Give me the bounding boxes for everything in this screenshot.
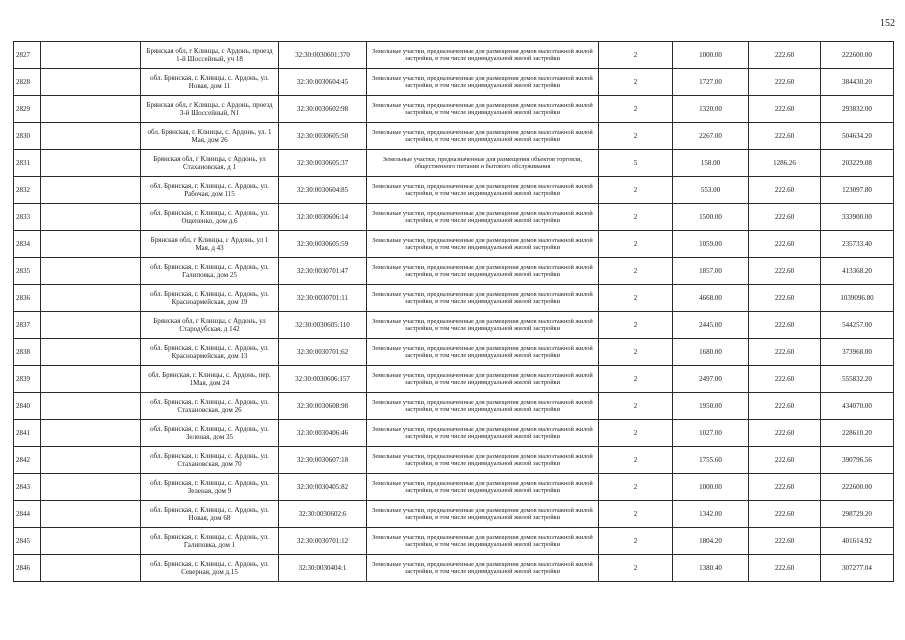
cadastral-value-cell: 228610.20: [821, 420, 894, 447]
table-row: [14, 555, 894, 582]
row-number-cell: 2827: [14, 42, 41, 69]
area-cell: 1000.00: [673, 42, 749, 69]
specific-value-cell: 222.60: [749, 42, 821, 69]
cadastral-value-cell: 123097.80: [821, 177, 894, 204]
spacer-cell: [41, 339, 141, 366]
address-cell: обл. Брянская, г. Клинцы, с. Ардонь, ул. Красноармейская, дом 13: [141, 339, 279, 366]
address-cell: обл. Брянская, г. Клинцы, с. Ардонь, ул. Рабочая, дом 115: [141, 177, 279, 204]
cadastral-value-cell: 222600.00: [821, 42, 894, 69]
use-group-cell: 2: [599, 258, 673, 285]
cadastral-number-cell: 32:30:0030605:50: [279, 123, 367, 150]
spacer-cell: [41, 501, 141, 528]
permitted-use-cell: Земельные участки, предназначенные для размещения домов малоэтажной жилой застройки, в том числе индивидуальной жилой застройки: [367, 366, 599, 393]
permitted-use-cell: Земельные участки, предназначенные для размещения домов малоэтажной жилой застройки, в том числе индивидуальной жилой застройки: [367, 339, 599, 366]
cadastral-value-cell: 413368.20: [821, 258, 894, 285]
permitted-use-cell: Земельные участки, предназначенные для размещения домов малоэтажной жилой застройки, в том числе индивидуальной жилой застройки: [367, 42, 599, 69]
spacer-cell: [41, 204, 141, 231]
permitted-use-cell: Земельные участки, предназначенные для размещения домов малоэтажной жилой застройки, в том числе индивидуальной жилой застройки: [367, 177, 599, 204]
use-group-cell: 2: [599, 123, 673, 150]
table-row: [14, 96, 894, 123]
spacer-cell: [41, 96, 141, 123]
specific-value-cell: 1286.26: [749, 150, 821, 177]
use-group-cell: 2: [599, 231, 673, 258]
spacer-cell: [41, 555, 141, 582]
cadastral-value-cell: 222600.00: [821, 474, 894, 501]
specific-value-cell: 222.60: [749, 231, 821, 258]
permitted-use-cell: Земельные участки, предназначенные для размещения объектов торговли, общественного питания и бытового обслуживания: [367, 150, 599, 177]
row-number-cell: 2832: [14, 177, 41, 204]
cadastral-value-cell: 1039096.80: [821, 285, 894, 312]
cadastral-number-cell: 32:30:0030605:59: [279, 231, 367, 258]
spacer-cell: [41, 447, 141, 474]
address-cell: обл. Брянская, г. Клинцы, с. Ардонь, ул. Красноармейская, дом 19: [141, 285, 279, 312]
cadastral-number-cell: 32:30:0030602:98: [279, 96, 367, 123]
row-number-cell: 2839: [14, 366, 41, 393]
registry-body: [14, 42, 894, 582]
specific-value-cell: 222.60: [749, 123, 821, 150]
table-row: [14, 474, 894, 501]
cadastral-number-cell: 32:30:0030602:6: [279, 501, 367, 528]
permitted-use-cell: Земельные участки, предназначенные для размещения домов малоэтажной жилой застройки, в том числе индивидуальной жилой застройки: [367, 393, 599, 420]
spacer-cell: [41, 528, 141, 555]
permitted-use-cell: Земельные участки, предназначенные для размещения домов малоэтажной жилой застройки, в том числе индивидуальной жилой застройки: [367, 285, 599, 312]
cadastral-number-cell: 32:30:0030701:11: [279, 285, 367, 312]
row-number-cell: 2830: [14, 123, 41, 150]
cadastral-number-cell: 32:30:0030601:370: [279, 42, 367, 69]
row-number-cell: 2828: [14, 69, 41, 96]
spacer-cell: [41, 312, 141, 339]
use-group-cell: 2: [599, 474, 673, 501]
page-number: 152: [880, 18, 895, 29]
address-cell: обл. Брянская, г. Клинцы, с. Ардонь, ул. Новая, дом 11: [141, 69, 279, 96]
cadastral-value-cell: 390796.56: [821, 447, 894, 474]
table-row: [14, 393, 894, 420]
cadastral-value-cell: 504634.20: [821, 123, 894, 150]
land-plot-registry-table: [13, 41, 894, 582]
permitted-use-cell: Земельные участки, предназначенные для размещения домов малоэтажной жилой застройки, в том числе индивидуальной жилой застройки: [367, 474, 599, 501]
use-group-cell: 2: [599, 42, 673, 69]
area-cell: 1380.40: [673, 555, 749, 582]
cadastral-value-cell: 235733.40: [821, 231, 894, 258]
use-group-cell: 2: [599, 69, 673, 96]
cadastral-value-cell: 373968.00: [821, 339, 894, 366]
cadastral-number-cell: 32:30:0030405:82: [279, 474, 367, 501]
cadastral-value-cell: 434070.00: [821, 393, 894, 420]
area-cell: 1680.00: [673, 339, 749, 366]
cadastral-value-cell: 555832.20: [821, 366, 894, 393]
specific-value-cell: 222.60: [749, 447, 821, 474]
permitted-use-cell: Земельные участки, предназначенные для размещения домов малоэтажной жилой застройки, в том числе индивидуальной жилой застройки: [367, 447, 599, 474]
permitted-use-cell: Земельные участки, предназначенные для размещения домов малоэтажной жилой застройки, в том числе индивидуальной жилой застройки: [367, 555, 599, 582]
use-group-cell: 2: [599, 339, 673, 366]
row-number-cell: 2831: [14, 150, 41, 177]
row-number-cell: 2835: [14, 258, 41, 285]
specific-value-cell: 222.60: [749, 285, 821, 312]
cadastral-number-cell: 32:30:0030701:62: [279, 339, 367, 366]
row-number-cell: 2834: [14, 231, 41, 258]
address-cell: Брянская обл, г Клинцы, с Ардонь, ул Стахановская, д 1: [141, 150, 279, 177]
permitted-use-cell: Земельные участки, предназначенные для размещения домов малоэтажной жилой застройки, в том числе индивидуальной жилой застройки: [367, 231, 599, 258]
address-cell: обл. Брянская, г. Клинцы, с. Ардонь, ул. Зеленая, дом 35: [141, 420, 279, 447]
cadastral-value-cell: 401614.92: [821, 528, 894, 555]
table-row: [14, 258, 894, 285]
area-cell: 1755.60: [673, 447, 749, 474]
table-row: [14, 339, 894, 366]
table-row: [14, 69, 894, 96]
address-cell: обл. Брянская, г. Клинцы, с. Ардонь, ул. Северная, дом д.15: [141, 555, 279, 582]
address-cell: обл. Брянская, г. Клинцы, с. Ардонь, ул. Стахановская, дом 26: [141, 393, 279, 420]
table-row: [14, 447, 894, 474]
use-group-cell: 2: [599, 528, 673, 555]
specific-value-cell: 222.60: [749, 366, 821, 393]
specific-value-cell: 222.60: [749, 474, 821, 501]
row-number-cell: 2841: [14, 420, 41, 447]
use-group-cell: 2: [599, 96, 673, 123]
spacer-cell: [41, 231, 141, 258]
spacer-cell: [41, 393, 141, 420]
row-number-cell: 2836: [14, 285, 41, 312]
permitted-use-cell: Земельные участки, предназначенные для размещения домов малоэтажной жилой застройки, в том числе индивидуальной жилой застройки: [367, 123, 599, 150]
permitted-use-cell: Земельные участки, предназначенные для размещения домов малоэтажной жилой застройки, в том числе индивидуальной жилой застройки: [367, 258, 599, 285]
table-row: [14, 177, 894, 204]
address-cell: Брянская обл, г Клинцы, с Ардонь, проезд 1-й Шоссейный, уч 18: [141, 42, 279, 69]
area-cell: 553.00: [673, 177, 749, 204]
use-group-cell: 2: [599, 366, 673, 393]
table-row: [14, 204, 894, 231]
area-cell: 2267.00: [673, 123, 749, 150]
area-cell: 1500.00: [673, 204, 749, 231]
row-number-cell: 2829: [14, 96, 41, 123]
use-group-cell: 2: [599, 312, 673, 339]
specific-value-cell: 222.60: [749, 420, 821, 447]
table-row: [14, 366, 894, 393]
cadastral-number-cell: 32:30:0030404:1: [279, 555, 367, 582]
cadastral-value-cell: 333900.00: [821, 204, 894, 231]
area-cell: 1320.00: [673, 96, 749, 123]
specific-value-cell: 222.60: [749, 96, 821, 123]
permitted-use-cell: Земельные участки, предназначенные для размещения домов малоэтажной жилой застройки, в том числе индивидуальной жилой застройки: [367, 204, 599, 231]
permitted-use-cell: Земельные участки, предназначенные для размещения домов малоэтажной жилой застройки, в том числе индивидуальной жилой застройки: [367, 501, 599, 528]
area-cell: 1000.00: [673, 474, 749, 501]
cadastral-number-cell: 32:30:0030605:110: [279, 312, 367, 339]
row-number-cell: 2846: [14, 555, 41, 582]
address-cell: обл. Брянская, г. Клинцы, с. Ардонь, ул. Галиповка, дом 25: [141, 258, 279, 285]
permitted-use-cell: Земельные участки, предназначенные для размещения домов малоэтажной жилой застройки, в том числе индивидуальной жилой застройки: [367, 96, 599, 123]
spacer-cell: [41, 474, 141, 501]
specific-value-cell: 222.60: [749, 204, 821, 231]
area-cell: 1950.00: [673, 393, 749, 420]
table-row: [14, 420, 894, 447]
specific-value-cell: 222.60: [749, 339, 821, 366]
use-group-cell: 5: [599, 150, 673, 177]
use-group-cell: 2: [599, 447, 673, 474]
area-cell: 1857.00: [673, 258, 749, 285]
specific-value-cell: 222.60: [749, 177, 821, 204]
permitted-use-cell: Земельные участки, предназначенные для размещения домов малоэтажной жилой застройки, в том числе индивидуальной жилой застройки: [367, 528, 599, 555]
cadastral-value-cell: 203229.08: [821, 150, 894, 177]
row-number-cell: 2837: [14, 312, 41, 339]
address-cell: обл. Брянская, г. Клинцы, с. Ардонь, ул. Галиповка, дом 1: [141, 528, 279, 555]
cadastral-number-cell: 32:30:0030604:85: [279, 177, 367, 204]
permitted-use-cell: Земельные участки, предназначенные для размещения домов малоэтажной жилой застройки, в том числе индивидуальной жилой застройки: [367, 420, 599, 447]
cadastral-number-cell: 32:30:0030701:47: [279, 258, 367, 285]
specific-value-cell: 222.60: [749, 69, 821, 96]
cadastral-number-cell: 32:30:0030604:45: [279, 69, 367, 96]
area-cell: 1027.00: [673, 420, 749, 447]
use-group-cell: 2: [599, 285, 673, 312]
cadastral-value-cell: 298729.20: [821, 501, 894, 528]
address-cell: Брянская обл, г Клинцы, с Ардонь, проезд 3-й Шоссейный, N1: [141, 96, 279, 123]
area-cell: 1342.00: [673, 501, 749, 528]
cadastral-value-cell: 544257.00: [821, 312, 894, 339]
area-cell: 1727.00: [673, 69, 749, 96]
cadastral-number-cell: 32:30:0030406:46: [279, 420, 367, 447]
spacer-cell: [41, 285, 141, 312]
spacer-cell: [41, 177, 141, 204]
cadastral-value-cell: 384430.20: [821, 69, 894, 96]
use-group-cell: 2: [599, 420, 673, 447]
table-row: [14, 528, 894, 555]
cadastral-number-cell: 32:30:0030605:37: [279, 150, 367, 177]
spacer-cell: [41, 258, 141, 285]
use-group-cell: 2: [599, 555, 673, 582]
area-cell: 1804.20: [673, 528, 749, 555]
use-group-cell: 2: [599, 501, 673, 528]
area-cell: 1059.00: [673, 231, 749, 258]
area-cell: 2497.00: [673, 366, 749, 393]
use-group-cell: 2: [599, 204, 673, 231]
address-cell: обл. Брянская, г. Клинцы, с. Ардонь, ул. Зеленая, дом 9: [141, 474, 279, 501]
table-row: [14, 231, 894, 258]
address-cell: Брянская обл, г Клинцы, с Ардонь, ул Стародубская, д 142: [141, 312, 279, 339]
row-number-cell: 2838: [14, 339, 41, 366]
area-cell: 158.00: [673, 150, 749, 177]
specific-value-cell: 222.60: [749, 528, 821, 555]
cadastral-value-cell: 307277.04: [821, 555, 894, 582]
row-number-cell: 2845: [14, 528, 41, 555]
area-cell: 4668.00: [673, 285, 749, 312]
table-row: [14, 150, 894, 177]
specific-value-cell: 222.60: [749, 393, 821, 420]
spacer-cell: [41, 420, 141, 447]
table-row: [14, 312, 894, 339]
row-number-cell: 2842: [14, 447, 41, 474]
table-row: [14, 123, 894, 150]
address-cell: обл. Брянская, г. Клинцы, с. Ардонь, ул. 1 Мая, дом 26: [141, 123, 279, 150]
table-row: [14, 42, 894, 69]
specific-value-cell: 222.60: [749, 258, 821, 285]
spacer-cell: [41, 123, 141, 150]
row-number-cell: 2844: [14, 501, 41, 528]
cadastral-number-cell: 32:30:0030701:12: [279, 528, 367, 555]
specific-value-cell: 222.60: [749, 312, 821, 339]
spacer-cell: [41, 42, 141, 69]
permitted-use-cell: Земельные участки, предназначенные для размещения домов малоэтажной жилой застройки, в том числе индивидуальной жилой застройки: [367, 312, 599, 339]
cadastral-number-cell: 32:30:0030607:18: [279, 447, 367, 474]
address-cell: Брянская обл, г Клинцы, с Ардонь, ул 1 Мая, д 43: [141, 231, 279, 258]
cadastral-value-cell: 293832.00: [821, 96, 894, 123]
cadastral-number-cell: 32:30:0030606:157: [279, 366, 367, 393]
use-group-cell: 2: [599, 393, 673, 420]
row-number-cell: 2843: [14, 474, 41, 501]
row-number-cell: 2833: [14, 204, 41, 231]
area-cell: 2445.00: [673, 312, 749, 339]
spacer-cell: [41, 366, 141, 393]
row-number-cell: 2840: [14, 393, 41, 420]
address-cell: обл. Брянская, г. Клинцы, с. Ардонь, ул. Стахановская, дом 70: [141, 447, 279, 474]
table-row: [14, 285, 894, 312]
specific-value-cell: 222.60: [749, 555, 821, 582]
spacer-cell: [41, 150, 141, 177]
address-cell: обл. Брянская, г. Клинцы, с. Ардонь, пер. 1Мая, дом 24: [141, 366, 279, 393]
specific-value-cell: 222.60: [749, 501, 821, 528]
use-group-cell: 2: [599, 177, 673, 204]
table-row: [14, 501, 894, 528]
address-cell: обл. Брянская, г. Клинцы, с. Ардонь, ул. Ощепенко, дом д.6: [141, 204, 279, 231]
cadastral-number-cell: 32:30:0030608:98: [279, 393, 367, 420]
cadastral-number-cell: 32:30:0030606:14: [279, 204, 367, 231]
permitted-use-cell: Земельные участки, предназначенные для размещения домов малоэтажной жилой застройки, в том числе индивидуальной жилой застройки: [367, 69, 599, 96]
spacer-cell: [41, 69, 141, 96]
address-cell: обл. Брянская, г. Клинцы, с. Ардонь, ул. Новая, дом 68: [141, 501, 279, 528]
